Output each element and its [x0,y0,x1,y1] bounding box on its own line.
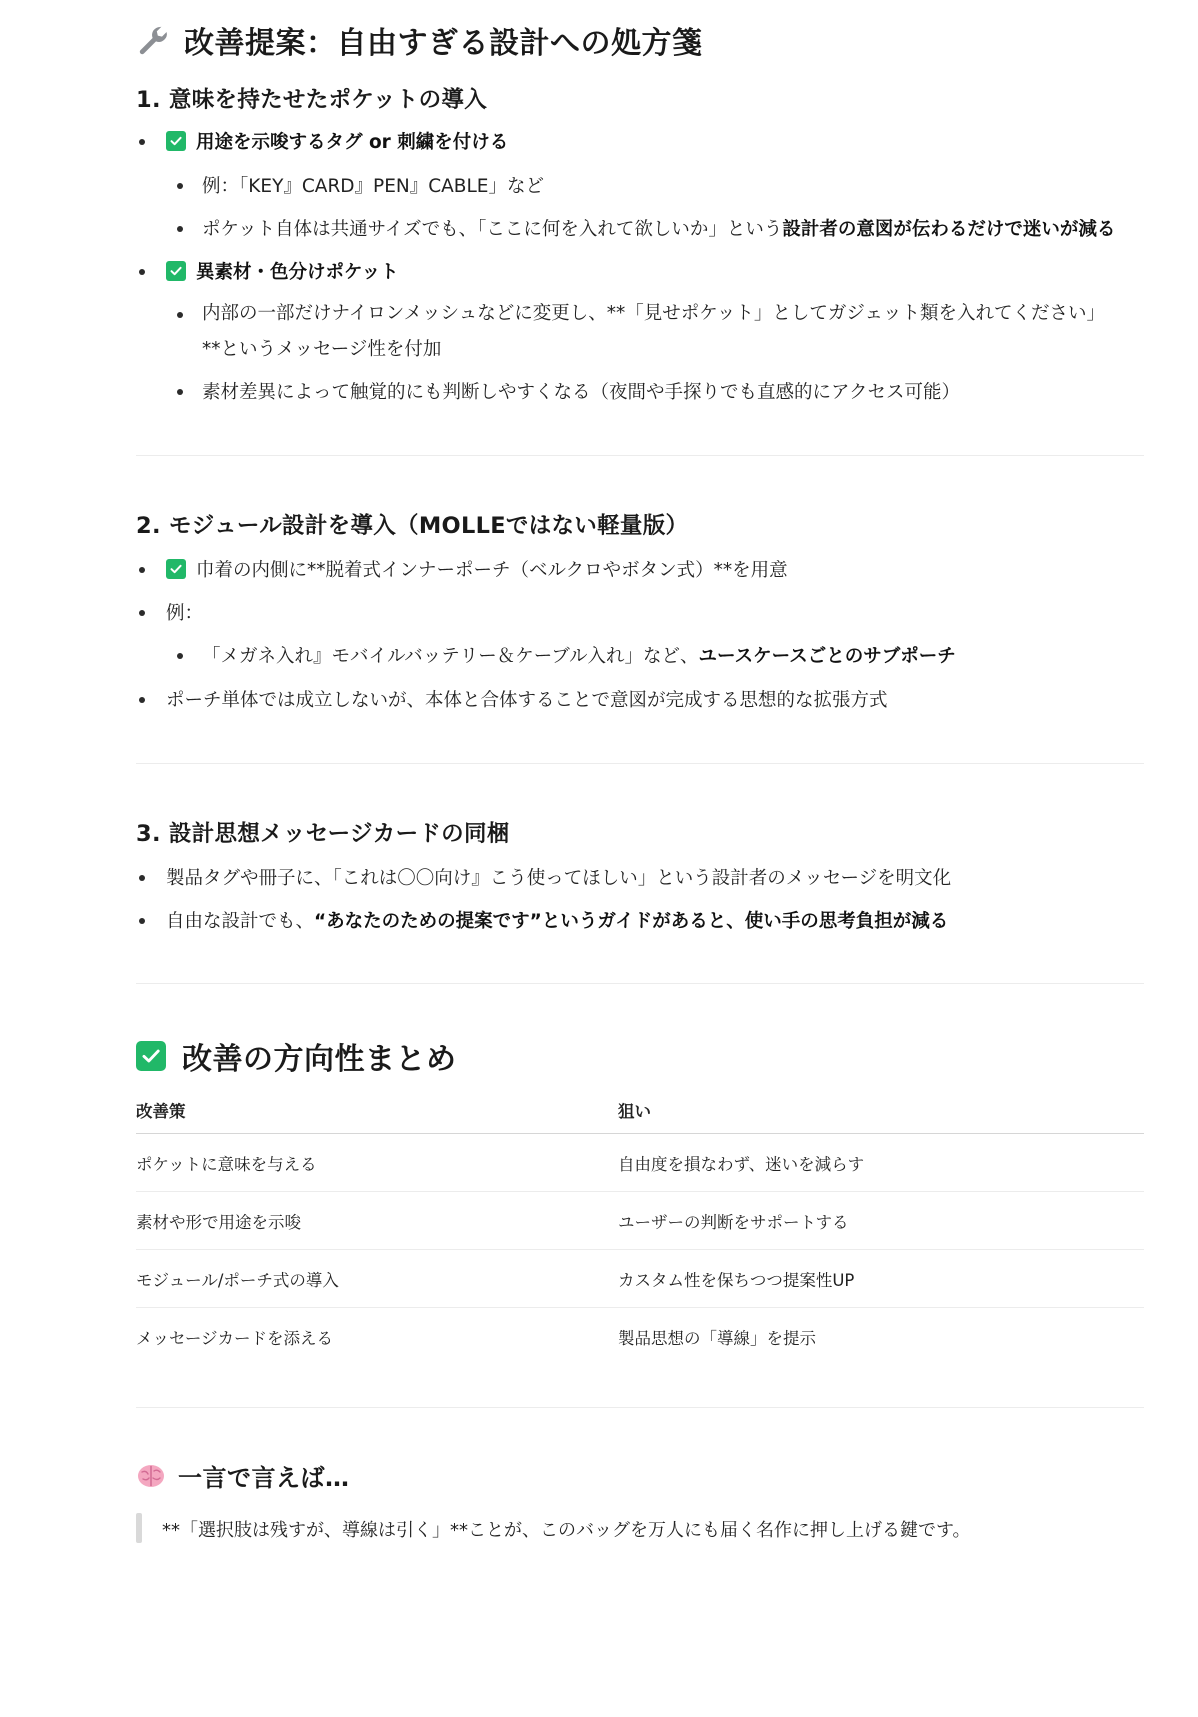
table-row [136,1250,1144,1308]
blockquote [162,1516,971,1542]
table-row [136,1134,1144,1192]
item2-title: 2. モジュール設計を導入（MOLLEではない軽量版） [136,513,689,539]
list-item [166,864,951,890]
item2-b1: 巾着の内側に**脱着式インナーポーチ（ベルクロやボタン式）**を用意 [196,560,788,581]
list-item [166,907,948,933]
list-item [202,215,1115,241]
divider [136,455,1144,456]
item3-b2-plain: 自由な設計でも、 [166,911,315,932]
item1-b2-sub1: 内部の一部だけナイロンメッシュなどに変更し、**「見せポケット」としてガジェット類を入れてください」**というメッセージ性を付加 [202,303,1105,360]
conclusion-quote: **「選択肢は残すが、導線は引く」**ことが、このバッグを万人にも届く名作に押し上げる鍵です。 [162,1520,971,1541]
bullet [139,567,145,573]
conclusion-heading-text: 一言で言えば… [178,1464,350,1492]
list-item [166,258,399,284]
list-item [166,556,788,582]
list-item [166,686,888,712]
divider [136,983,1144,984]
bullet [177,653,183,659]
summary-heading [136,1034,457,1078]
column-header: 狙い [618,1087,1144,1134]
item2-b3: ポーチ単体では成立しないが、本体と合体することで意図が完成する思想的な拡張方式 [166,690,888,711]
summary-heading-text: 改善の方向性まとめ [182,1042,457,1077]
bullet [139,269,145,275]
quote-bar [136,1513,142,1543]
bullet [177,312,183,318]
bullet [177,226,183,232]
check-icon [166,559,186,579]
list-item [202,642,956,668]
table-header-row [136,1087,1144,1134]
list-item [202,378,960,404]
table-cell: カスタム性を保ちつつ提案性UP [618,1250,1144,1308]
bullet [177,183,183,189]
summary-table [136,1087,1144,1365]
item1-title: 1. 意味を持たせたポケットの導入 [136,87,488,113]
item1-b1-sub1: 例：「KEY』CARD』PEN』CABLE」など [202,176,544,197]
item3-b1: 製品タグや冊子に、「これは〇〇向け』こう使ってほしい」という設計者のメッセージを明文化 [166,868,952,889]
item3-b2-bold: “あなたのための提案です”というガイドがあると、使い手の思考負担が減る [314,911,949,932]
list-item [166,128,508,154]
wrench-icon [136,23,170,57]
divider [136,1407,1144,1408]
check-icon [136,1041,166,1071]
check-icon [166,131,186,151]
table-row [136,1308,1144,1366]
item2-b2-sub1-bold: ユースケースごとのサブポーチ [698,646,956,667]
item1-b2-label: 異素材・色分けポケット [196,262,399,283]
item2-b2: 例： [166,603,204,624]
table-cell: 製品思想の「導線」を提示 [618,1328,816,1348]
brain-icon [136,1461,166,1491]
conclusion-heading [136,1458,350,1493]
section-heading [136,18,703,62]
bullet [139,918,145,924]
item3-title: 3. 設計思想メッセージカードの同梱 [136,821,510,847]
table-cell: モジュール/ポーチ式の導入 [136,1250,618,1308]
bullet [139,697,145,703]
item2-b2-sub1-plain: 「メガネ入れ』モバイルバッテリー＆ケーブル入れ」など、 [202,646,699,667]
table-cell: ポケットに意味を与える [136,1134,618,1192]
divider [136,763,1144,764]
table-row [136,1192,1144,1250]
table-cell: 素材や形で用途を示唆 [136,1192,618,1250]
bullet [139,875,145,881]
list-item [166,599,203,625]
check-icon [166,261,186,281]
table-cell: ユーザーの判断をサポートする [618,1192,1144,1250]
column-header: 改善策 [136,1087,618,1134]
item1-b1-sub2-bold: 設計者の意図が伝わるだけで迷いが減る [782,219,1116,240]
section-heading-text: 改善提案：自由すぎる設計への処方箋 [184,26,703,61]
bullet [139,610,145,616]
table-cell: 自由度を損なわず、迷いを減らす [618,1134,1144,1192]
item1-b2-sub2: 素材差異によって触覚的にも判断しやすくなる（夜間や手探りでも直感的にアクセス可能） [202,382,960,403]
table-cell: メッセージカードを添える [136,1328,334,1348]
list-item [202,172,544,198]
bullet [139,139,145,145]
item1-b1-sub2-plain: ポケット自体は共通サイズでも、「ここに何を入れて欲しいか」という [202,219,783,240]
bullet [177,389,183,395]
item1-b1-label: 用途を示唆するタグ or 刺繍を付ける [196,132,509,153]
